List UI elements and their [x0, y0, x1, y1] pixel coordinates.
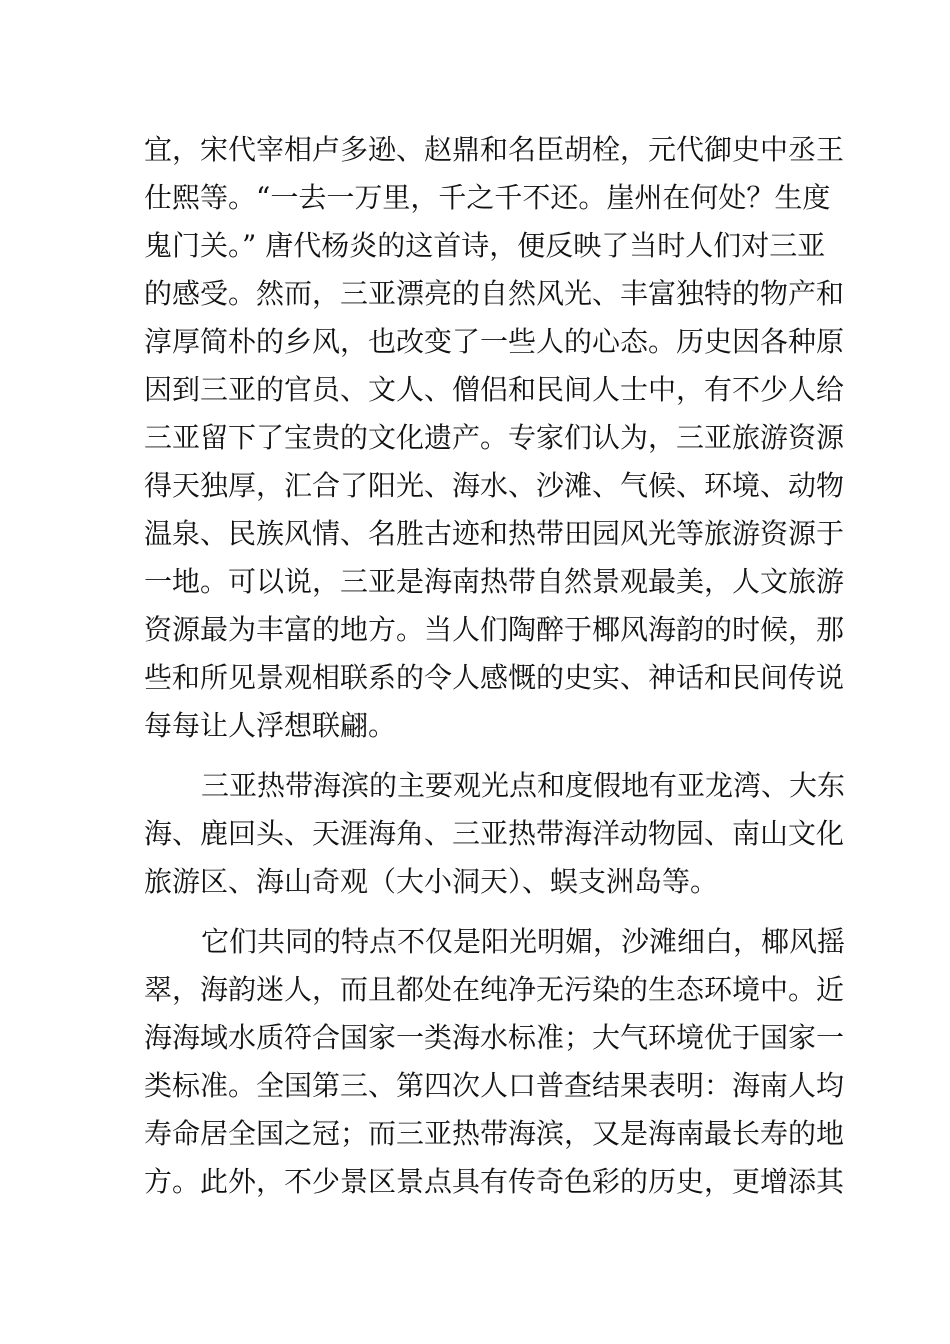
text-line: 每每让人浮想联翩。	[144, 709, 397, 742]
paragraph-gap	[144, 906, 814, 918]
text-line: 海海域水质符合国家一类海水标准；大气环境优于国家一	[144, 1021, 845, 1054]
text-line: 一地。可以说，三亚是海南热带自然景观最美，人文旅游	[144, 565, 845, 598]
paragraph	[144, 762, 846, 906]
text-line: 类标准。全国第三、第四次人口普查结果表明：海南人均	[144, 1069, 845, 1102]
text-line: 方。此外，不少景区景点具有传奇色彩的历史，更增添其	[144, 1165, 845, 1198]
text-line: 三亚留下了宝贵的文化遗产。专家们认为，三亚旅游资源	[144, 421, 845, 454]
text-line: 鬼门关。” 唐代杨炎的这首诗，便反映了当时人们对三亚	[144, 229, 826, 262]
text-line: 寿命居全国之冠；而三亚热带海滨，又是海南最长寿的地	[144, 1117, 845, 1150]
text-line: 些和所见景观相联系的令人感慨的史实、神话和民间传说	[144, 661, 845, 694]
text-line: 翠，海韵迷人，而且都处在纯净无污染的生态环境中。近	[144, 973, 845, 1006]
paragraph	[144, 918, 846, 1206]
paragraph-gap	[144, 750, 814, 762]
text-line: 得天独厚，汇合了阳光、海水、沙滩、气候、环境、动物	[144, 469, 845, 502]
text-line: 宜，宋代宰相卢多逊、赵鼎和名臣胡栓，元代御史中丞王	[144, 133, 845, 166]
text-line: 的感受。然而，三亚漂亮的自然风光、丰富独特的物产和	[144, 277, 845, 310]
text-line: 温泉、民族风情、名胜古迹和热带田园风光等旅游资源于	[144, 517, 845, 550]
text-line: 资源最为丰富的地方。当人们陶醉于椰风海韵的时候，那	[144, 613, 845, 646]
text-line: 淳厚简朴的乡风，也改变了一些人的心态。历史因各种原	[144, 325, 845, 358]
text-line: 海、鹿回头、天涯海角、三亚热带海洋动物园、南山文化	[144, 817, 845, 850]
paragraph	[144, 126, 845, 750]
body-text	[144, 126, 846, 1206]
text-line: 旅游区、海山奇观（大小洞天）、蜈支洲岛等。	[144, 865, 719, 898]
text-line: 三亚热带海滨的主要观光点和度假地有亚龙湾、大东	[201, 769, 846, 802]
text-line: 它们共同的特点不仅是阳光明媚，沙滩细白，椰风摇	[201, 925, 846, 958]
text-line: 因到三亚的官员、文人、僧侣和民间人士中，有不少人给	[144, 373, 845, 406]
text-line: 仕熙等。“一去一万里，千之千不还。崖州在何处？生度	[144, 181, 831, 214]
